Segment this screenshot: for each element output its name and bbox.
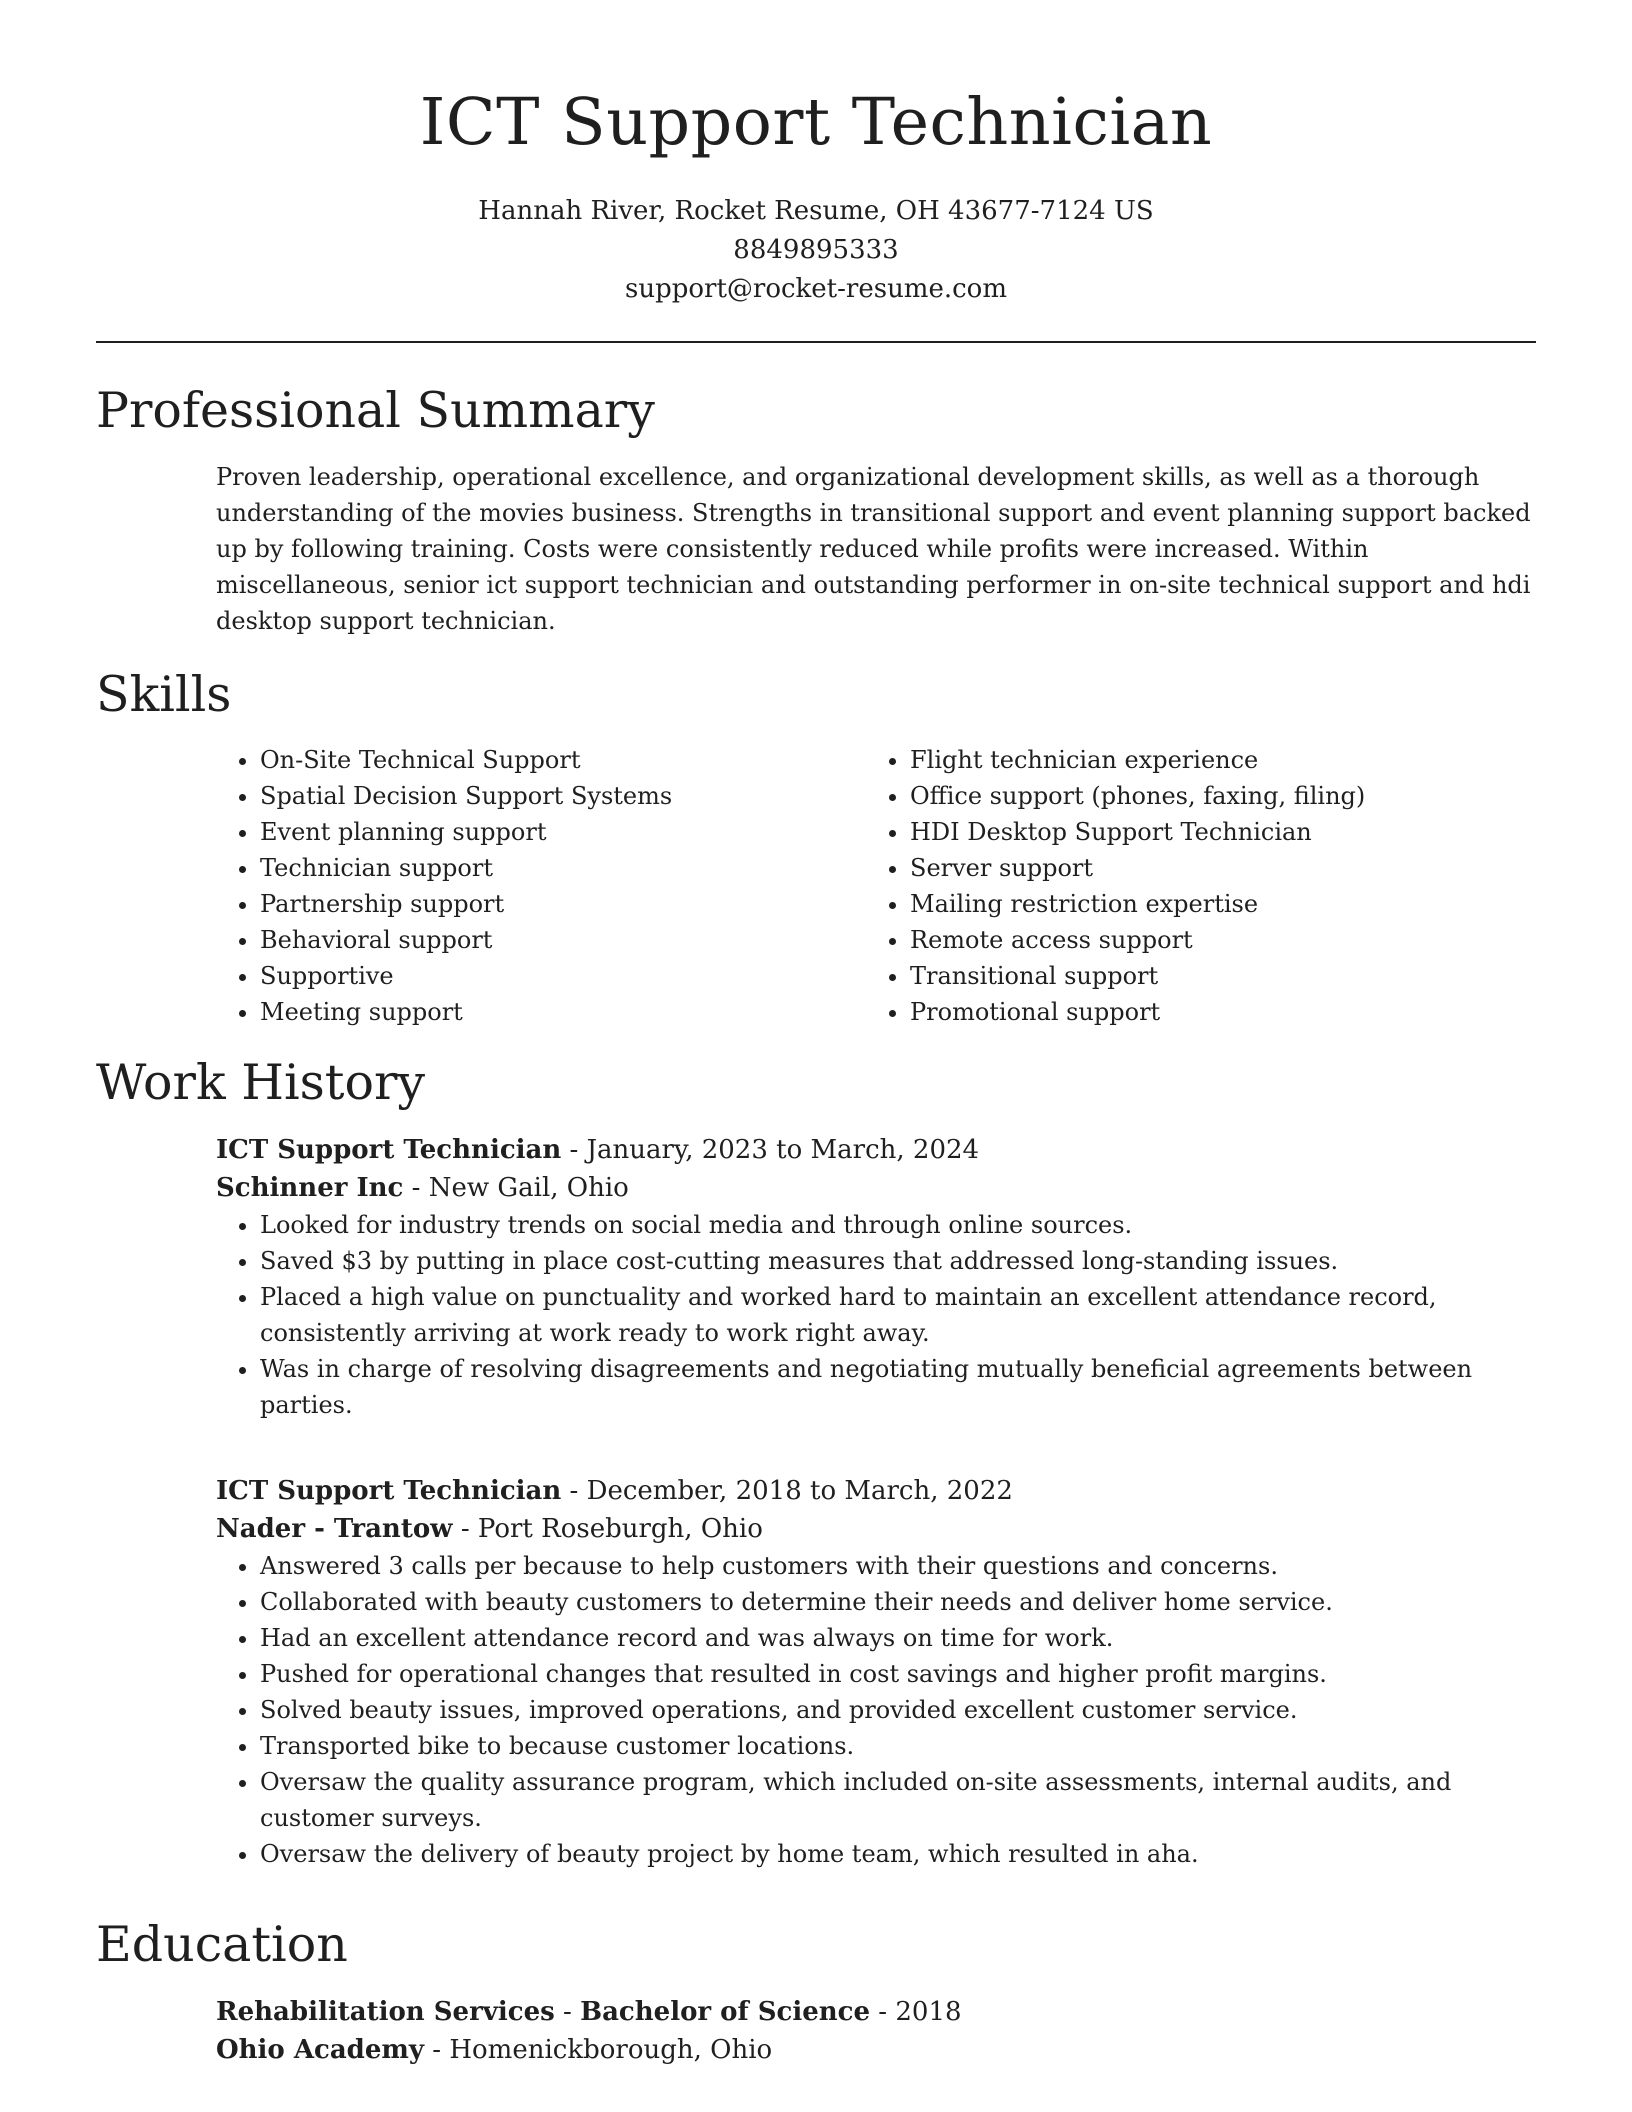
education-school-line <box>216 2031 1536 2069</box>
skills-heading: Skills <box>96 666 232 723</box>
education-degree-line <box>216 1993 1536 2031</box>
education-location: Homenickborough, Ohio <box>449 2035 773 2065</box>
skill-item: • Technician support <box>260 850 866 886</box>
skills-list-left <box>216 742 866 1030</box>
job-bullet: • Oversaw the delivery of beauty project by home team, which resulted in aha. <box>260 1836 1536 1872</box>
job-title: ICT Support Technician <box>216 1476 562 1506</box>
separator: - <box>561 1476 587 1506</box>
job-bullets <box>216 1207 1536 1423</box>
job-location: Port Roseburgh, Ohio <box>477 1514 763 1544</box>
skills-section <box>216 742 1536 1030</box>
skill-item: • Mailing restriction expertise <box>910 886 1516 922</box>
job-company: Nader - Trantow <box>216 1514 453 1544</box>
skill-item: • Event planning support <box>260 814 866 850</box>
job-location: New Gail, Ohio <box>428 1173 629 1203</box>
summary-section <box>216 459 1536 639</box>
skill-item: • Promotional support <box>910 994 1516 1030</box>
job-entry <box>216 1472 1536 1872</box>
skills-columns <box>216 742 1536 1030</box>
contact-address: Hannah River, Rocket Resume, OH 43677-7124 US <box>478 196 1154 226</box>
skill-item: • Meeting support <box>260 994 866 1030</box>
job-company-line <box>216 1510 1536 1548</box>
skill-item: • Partnership support <box>260 886 866 922</box>
skill-item: • Office support (phones, faxing, filing) <box>910 778 1516 814</box>
job-bullet: • Had an excellent attendance record and was always on time for work. <box>260 1620 1536 1656</box>
education-field: Rehabilitation Services <box>216 1997 555 2027</box>
job-bullet: • Transported bike to because customer locations. <box>260 1728 1536 1764</box>
header-divider <box>96 341 1536 343</box>
education-year: 2018 <box>895 1997 962 2027</box>
skills-column-left <box>216 742 866 1030</box>
summary-text: Proven leadership, operational excellence, and organizational development skills, as well as a thorough understanding of the movies business. Strengths in transitional support and event planning support backed up by following training. Costs were consistently reduced while profits were increased. Within miscellaneous, senior ict support technician and outstanding performer in on-site technical support and hdi desktop support technician. <box>216 463 1531 635</box>
separator: - <box>452 1514 478 1544</box>
contact-email: support@rocket-resume.com <box>624 274 1007 304</box>
separator: - <box>554 1997 581 2027</box>
job-title: ICT Support Technician <box>216 1135 562 1165</box>
job-bullet: • Was in charge of resolving disagreements and negotiating mutually beneficial agreements between parties. <box>260 1351 1536 1423</box>
job-bullet: • Answered 3 calls per because to help customers with their questions and concerns. <box>260 1548 1536 1584</box>
job-entry <box>216 1131 1536 1423</box>
skills-column-right <box>866 742 1516 1030</box>
skill-item: • Flight technician experience <box>910 742 1516 778</box>
job-bullet: • Solved beauty issues, improved operations, and provided excellent customer service. <box>260 1692 1536 1728</box>
separator: - <box>870 1997 896 2027</box>
job-title-line <box>216 1131 1536 1169</box>
separator: - <box>424 2035 450 2065</box>
job-bullets <box>216 1548 1536 1872</box>
job-company: Schinner Inc <box>216 1173 404 1203</box>
job-bullet: • Collaborated with beauty customers to determine their needs and deliver home service. <box>260 1584 1536 1620</box>
contact-phone: 8849895333 <box>733 235 899 265</box>
work-heading: Work History <box>96 1054 426 1111</box>
job-bullet: • Oversaw the quality assurance program, which included on-site assessments, internal audits, and customer surveys. <box>260 1764 1536 1836</box>
skill-item: • HDI Desktop Support Technician <box>910 814 1516 850</box>
skills-list-right <box>866 742 1516 1030</box>
education-school: Ohio Academy <box>216 2035 425 2065</box>
resume-header <box>96 78 1536 309</box>
job-dates: January, 2023 to March, 2024 <box>586 1135 980 1165</box>
job-bullet: • Saved $3 by putting in place cost-cutting measures that addressed long-standing issues. <box>260 1243 1536 1279</box>
skill-item: • Spatial Decision Support Systems <box>260 778 866 814</box>
job-bullet: • Pushed for operational changes that resulted in cost savings and higher profit margins. <box>260 1656 1536 1692</box>
job-dates: December, 2018 to March, 2022 <box>586 1476 1013 1506</box>
skill-item: • Server support <box>910 850 1516 886</box>
education-heading: Education <box>96 1916 348 1973</box>
education-degree: Bachelor of Science <box>580 1997 871 2027</box>
job-company-line <box>216 1169 1536 1207</box>
skill-item: • Remote access support <box>910 922 1516 958</box>
education-entry <box>216 1993 1536 2069</box>
job-bullet: • Looked for industry trends on social media and through online sources. <box>260 1207 1536 1243</box>
job-title-line <box>216 1472 1536 1510</box>
skill-item: • Behavioral support <box>260 922 866 958</box>
skill-item: • Supportive <box>260 958 866 994</box>
skill-item: • Transitional support <box>910 958 1516 994</box>
resume-title: ICT Support Technician <box>419 85 1213 160</box>
separator: - <box>561 1135 587 1165</box>
job-bullet: • Placed a high value on punctuality and worked hard to maintain an excellent attendance record, consistently arriving at work ready to work right away. <box>260 1279 1536 1351</box>
summary-heading: Professional Summary <box>96 382 655 439</box>
separator: - <box>403 1173 429 1203</box>
skill-item: • On-Site Technical Support <box>260 742 866 778</box>
